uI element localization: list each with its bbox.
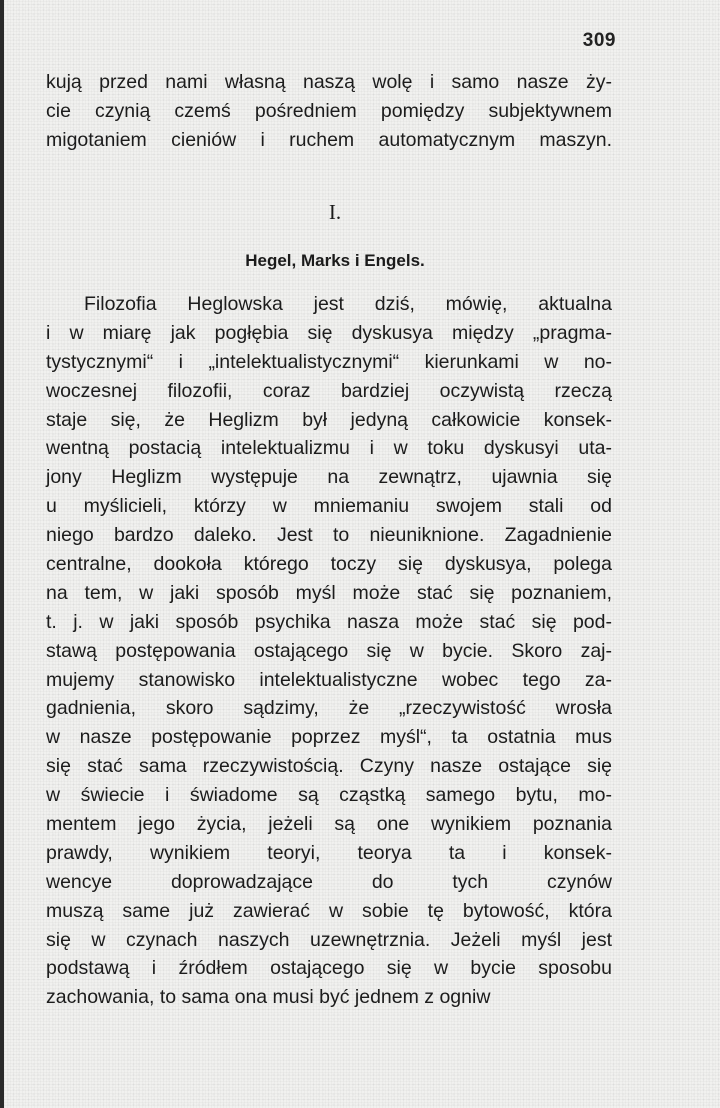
text-line: się w czynach naszych uzewnętrznia. Jeżeli myśl jest xyxy=(46,928,612,951)
text-line: staje się, że Heglizm był jedyną całkowicie konsek- xyxy=(46,408,612,431)
chapter-title: Hegel, Marks i Engels. xyxy=(245,251,425,270)
text-line: muszą same już zawierać w sobie tę bytowość, która xyxy=(46,899,612,922)
text-line: się stać sama rzeczywistością. Czyny nasze ostające się xyxy=(46,755,612,778)
text-line: woczesnej filozofii, coraz bardziej oczywistą rzeczą xyxy=(46,379,612,402)
text-line: cie czynią czemś pośredniem pomiędzy subjektywnem xyxy=(46,99,612,122)
text-line: migotaniem cieniów i ruchem automatycznym maszyn. xyxy=(46,128,612,151)
text-line: podstawą i źródłem ostającego się w bycie sposobu xyxy=(46,957,612,980)
text-line: w świecie i świadome są cząstką samego bytu, mo- xyxy=(46,784,612,807)
text-line: mujemy stanowisko intelektualistyczne wobec tego za- xyxy=(46,668,612,691)
intro-paragraph xyxy=(46,68,612,155)
text-line: centralne, dookoła którego toczy się dyskusya, polega xyxy=(46,553,612,576)
text-line: wencye doprowadzające do tych czynów xyxy=(46,870,612,893)
text-line: Filozofia Heglowska jest dziś, mówię, aktualna xyxy=(84,293,612,315)
text-line: prawdy, wynikiem teoryi, teorya ta i konsek- xyxy=(46,841,612,864)
text-line: wentną postacią intelektualizmu i w toku dyskusyi uta- xyxy=(46,437,612,460)
body-paragraph xyxy=(46,290,612,1012)
text-line: t. j. w jaki sposób psychika nasza może stać się pod- xyxy=(46,610,612,633)
text-line: i w miarę jak pogłębia się dyskusya między „pragma- xyxy=(46,321,612,344)
text-line: w nasze postępowanie poprzez myśl“, ta ostatnia mus xyxy=(46,726,612,749)
text-line: niego bardzo daleko. Jest to nieuniknione. Zagadnienie xyxy=(46,524,612,547)
text-line: u myślicieli, którzy w mniemaniu swojem stali od xyxy=(46,495,612,518)
chapter-numeral: I. xyxy=(328,200,342,224)
text-line: stawą postępowania ostającego się w bycie. Skoro zaj- xyxy=(46,639,612,662)
text-line: tystycznymi“ i „intelektualistycznymi“ kierunkami w no- xyxy=(46,350,612,373)
text-line: gadnienia, skoro sądzimy, że „rzeczywistość wrosła xyxy=(46,697,612,720)
page-binding-edge xyxy=(0,0,4,1108)
text-line: na tem, w jaki sposób myśl może stać się poznaniem, xyxy=(46,581,612,604)
text-line: zachowania, to sama ona musi być jednem z ogniw xyxy=(46,986,491,1009)
text-line: jony Heglizm występuje na zewnątrz, ujawnia się xyxy=(46,466,612,489)
page-number: 309 xyxy=(582,30,616,51)
text-line: mentem jego życia, jeżeli są one wynikiem poznania xyxy=(46,813,612,836)
text-line: kują przed nami własną naszą wolę i samo nasze ży- xyxy=(46,71,612,93)
